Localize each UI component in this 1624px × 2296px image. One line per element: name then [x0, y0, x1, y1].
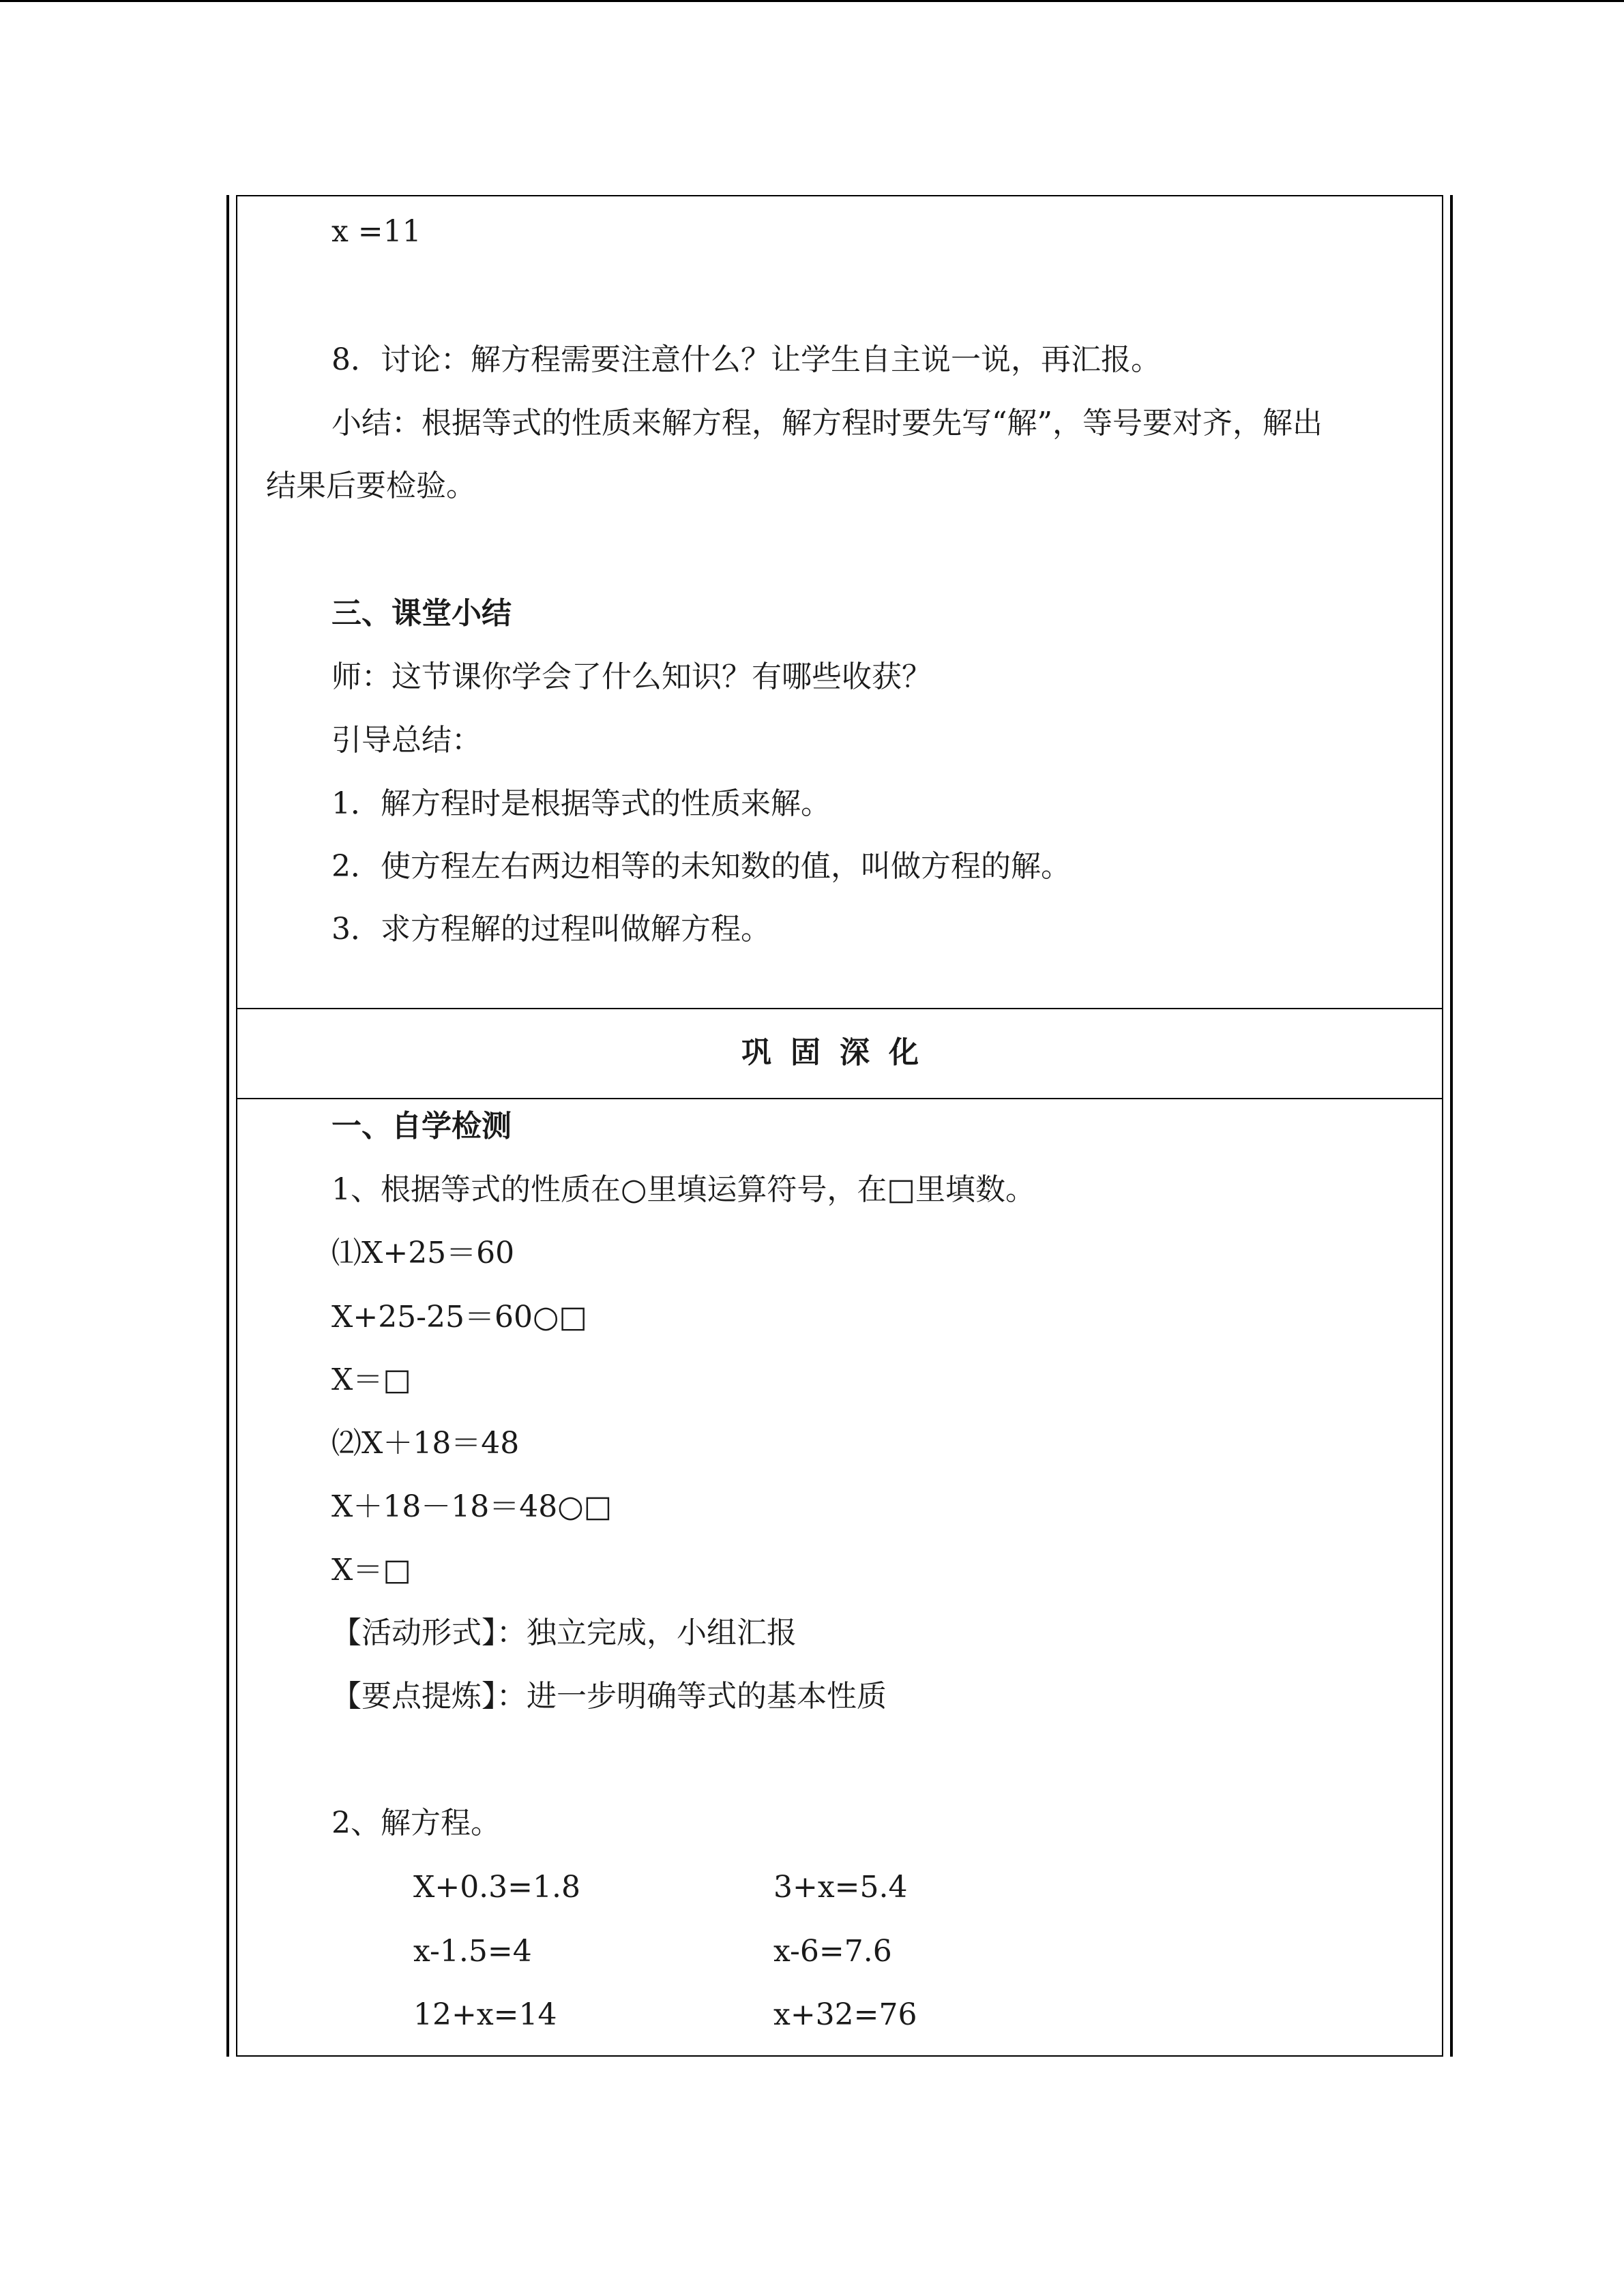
key-point: 【要点提炼】：进一步明确等式的基本性质	[331, 1679, 887, 1714]
self-test-heading: 一、自学检测	[331, 1109, 512, 1144]
equation-r3-c2: x+32=76	[773, 1997, 917, 2032]
equation-r1-c2: 3+x=5.4	[773, 1870, 908, 1905]
exercise-1a-answer: X＝□	[331, 1362, 411, 1397]
equation-r1-c1: X+0.3=1.8	[413, 1870, 581, 1905]
lesson-table-frame	[226, 195, 1453, 2057]
activity-format: 【活动形式】：独立完成，小组汇报	[331, 1615, 797, 1650]
summary-line: 小结：根据等式的性质来解方程，解方程时要先写“解”，等号要对齐，解出	[331, 406, 1323, 441]
lesson-table	[236, 195, 1443, 2057]
consolidation-title: 巩固深化	[741, 1035, 938, 1070]
exercise-1b-equation: ⑵X＋18＝48	[331, 1426, 520, 1461]
summary-point-2: 2．使方程左右两边相等的未知数的值，叫做方程的解。	[331, 849, 1071, 884]
equation-r3-c1: 12+x=14	[413, 1997, 557, 2032]
consolidation-header-row	[237, 1008, 1442, 1099]
solution-result: x =11	[331, 214, 422, 249]
exercise-1b-answer: X＝□	[331, 1553, 411, 1587]
exercise-2-instruction: 2、解方程。	[331, 1806, 501, 1840]
discussion-step: 8．讨论：解方程需要注意什么？让学生自主说一说，再汇报。	[331, 342, 1161, 377]
summary-line-continued: 结果后要检验。	[266, 468, 476, 503]
consolidation-cell	[237, 1099, 1442, 2055]
teaching-process-cell	[237, 196, 1442, 1009]
class-summary-heading: 三、课堂小结	[331, 596, 512, 631]
exercise-1a-step: X+25-25＝60○□	[331, 1300, 587, 1335]
exercise-1-instruction: 1、根据等式的性质在○里填运算符号，在□里填数。	[331, 1172, 1035, 1207]
summary-point-3: 3．求方程解的过程叫做解方程。	[331, 912, 771, 946]
top-rule	[0, 0, 1624, 2]
guided-summary-label: 引导总结：	[331, 723, 482, 758]
summary-point-1: 1．解方程时是根据等式的性质来解。	[331, 786, 831, 821]
teacher-question: 师：这节课你学会了什么知识？有哪些收获？	[331, 659, 932, 694]
exercise-1a-equation: ⑴X+25＝60	[331, 1236, 515, 1270]
equation-r2-c2: x-6=7.6	[773, 1934, 892, 1969]
equation-r2-c1: x-1.5=4	[413, 1934, 532, 1969]
exercise-1b-step: X＋18－18＝48○□	[331, 1489, 612, 1524]
